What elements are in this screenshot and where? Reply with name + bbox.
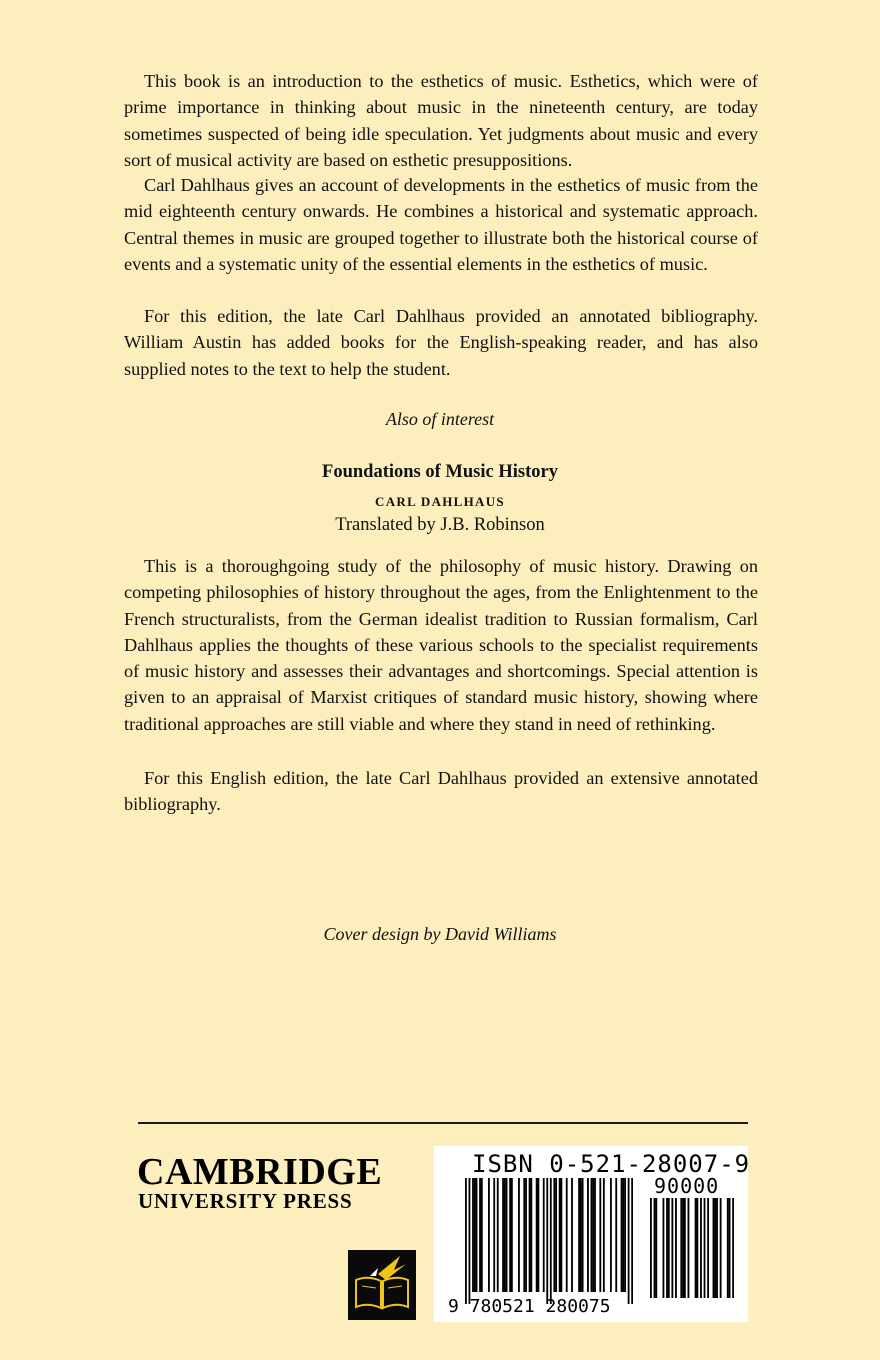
barcode-bar: [688, 1198, 690, 1298]
barcode-bar: [493, 1178, 495, 1292]
barcode-bar: [546, 1178, 548, 1304]
barcode-bar: [631, 1178, 633, 1304]
barcode-bar: [599, 1178, 601, 1292]
barcode-bar: [560, 1178, 562, 1292]
barcode-bar: [696, 1198, 698, 1298]
barcode-bar: [476, 1178, 478, 1292]
barcode-bar: [668, 1198, 670, 1298]
barcode-bar: [566, 1178, 568, 1292]
barcode-bar: [529, 1178, 531, 1292]
isbn-number: ISBN 0-521-28007-9: [472, 1150, 751, 1178]
barcode-bar: [615, 1178, 617, 1292]
barcode-bar: [479, 1178, 481, 1292]
barcode-bar: [580, 1178, 582, 1292]
barcode-bar: [680, 1198, 682, 1298]
also-of-interest-heading: Also of interest: [385, 409, 495, 429]
barcode-bar: [621, 1178, 623, 1292]
publisher-subtitle: UNIVERSITY PRESS: [138, 1189, 353, 1213]
related-book-translator: Translated by J.B. Robinson: [335, 515, 545, 535]
barcode-bar: [550, 1178, 552, 1304]
addon-barcode: [650, 1198, 734, 1298]
barcode-bar: [538, 1178, 540, 1292]
barcode-bar: [506, 1178, 508, 1292]
cover-credit: Cover design by David Williams: [323, 924, 557, 944]
barcode-bar: [603, 1178, 605, 1292]
publisher-name: CAMBRIDGE: [137, 1151, 383, 1193]
related-book-title: Foundations of Music History: [322, 462, 558, 482]
price-addon-number: 90000: [654, 1174, 720, 1198]
barcode-bar: [465, 1178, 467, 1304]
barcode-bar: [655, 1198, 657, 1298]
barcode-bar: [582, 1178, 584, 1292]
related-book-paragraph-2: For this English edition, the late Carl Dahlhaus provided an extensive annotated bibliography.: [124, 768, 758, 815]
barcode-bar: [622, 1178, 624, 1292]
description-paragraph-2: Carl Dahlhaus gives an account of developments in the esthetics of music from the mid eighteenth century onwards. He combines a historical and systematic approach. Central themes in music are grouped together to illustrate both the historical course of events and a systematic unity of the essential elements in the esthetics of music.: [124, 175, 758, 274]
barcode-bar: [509, 1178, 511, 1292]
barcode-bar: [610, 1178, 612, 1292]
barcode-bar: [713, 1198, 715, 1298]
barcode-bar: [628, 1178, 630, 1304]
barcode-bar: [704, 1198, 706, 1298]
barcode-bar: [571, 1178, 573, 1292]
barcode-bar: [671, 1198, 673, 1298]
barcode-bar: [592, 1178, 594, 1292]
barcode-bar: [488, 1178, 490, 1292]
barcode-bar: [720, 1198, 722, 1298]
barcode-bar: [666, 1198, 668, 1298]
barcode-bar: [594, 1178, 596, 1292]
barcode-bar: [525, 1178, 527, 1292]
related-book-author: CARL DAHLHAUS: [375, 494, 505, 509]
barcode-bar: [553, 1178, 555, 1292]
open-book-icon: [348, 1250, 416, 1320]
barcode-bar: [472, 1178, 474, 1292]
barcode-bar: [695, 1198, 697, 1298]
barcode-bar: [481, 1178, 483, 1292]
barcode-bar: [591, 1178, 593, 1292]
barcode-bar: [502, 1178, 504, 1292]
barcode-bar: [530, 1178, 532, 1292]
barcode-bar: [675, 1198, 677, 1298]
barcode-bar: [714, 1198, 716, 1298]
barcode-bar: [682, 1198, 684, 1298]
barcode-bar: [474, 1178, 476, 1292]
divider-rule: [138, 1122, 748, 1124]
barcode-bar: [707, 1198, 709, 1298]
ean-barcode: [465, 1178, 633, 1304]
barcode-bar: [469, 1178, 471, 1304]
description-paragraph-3: For this edition, the late Carl Dahlhaus provided an annotated bibliography. William Austin has added books for the English-speaking reader, and has also supplied notes to the text to help the student.: [124, 306, 758, 379]
barcode-bar: [587, 1178, 589, 1292]
barcode-bar: [700, 1198, 702, 1298]
barcode-bar: [624, 1178, 626, 1292]
barcode-bar: [732, 1198, 734, 1298]
barcode-bar: [511, 1178, 513, 1292]
barcode-bar: [518, 1178, 520, 1292]
related-book-paragraph-1: This is a thoroughgoing study of the philosophy of music history. Drawing on competing philosophies of history throughout the ages, from the Enlightenment to the French structuralists, from the German idealist tradition to Russian formalism, Carl Dahlhaus applies the thoughts of these various schools to the specialist requirements of music history and assesses their advantages and shortcomings. Special attention is given to an appraisal of Marxist critiques of standard music history, showing where traditional approaches are still viable and where they stand in need of rethinking.: [124, 556, 758, 734]
barcode-bar: [654, 1198, 656, 1298]
ean-digits: 9 780521 280075: [448, 1296, 611, 1317]
barcode-bar: [555, 1178, 557, 1292]
barcode-bar: [543, 1178, 545, 1292]
barcode-bar: [523, 1178, 525, 1292]
barcode-bar: [716, 1198, 718, 1298]
barcode-bar: [497, 1178, 499, 1292]
barcode-bar: [663, 1198, 665, 1298]
barcode-bar: [504, 1178, 506, 1292]
barcode-bar: [684, 1198, 686, 1298]
description-paragraph-1: This book is an introduction to the esthetics of music. Esthetics, which were of prime importance in thinking about music in the nineteenth century, are today sometimes suspected of being idle speculation. Yet judgments about music and every sort of musical activity are based on esthetic presuppositions.: [124, 71, 758, 170]
barcode-bar: [729, 1198, 731, 1298]
barcode-bar: [578, 1178, 580, 1292]
barcode-bar: [536, 1178, 538, 1292]
barcode-bar: [559, 1178, 561, 1292]
barcode-bar: [650, 1198, 652, 1298]
barcode-bar: [727, 1198, 729, 1298]
